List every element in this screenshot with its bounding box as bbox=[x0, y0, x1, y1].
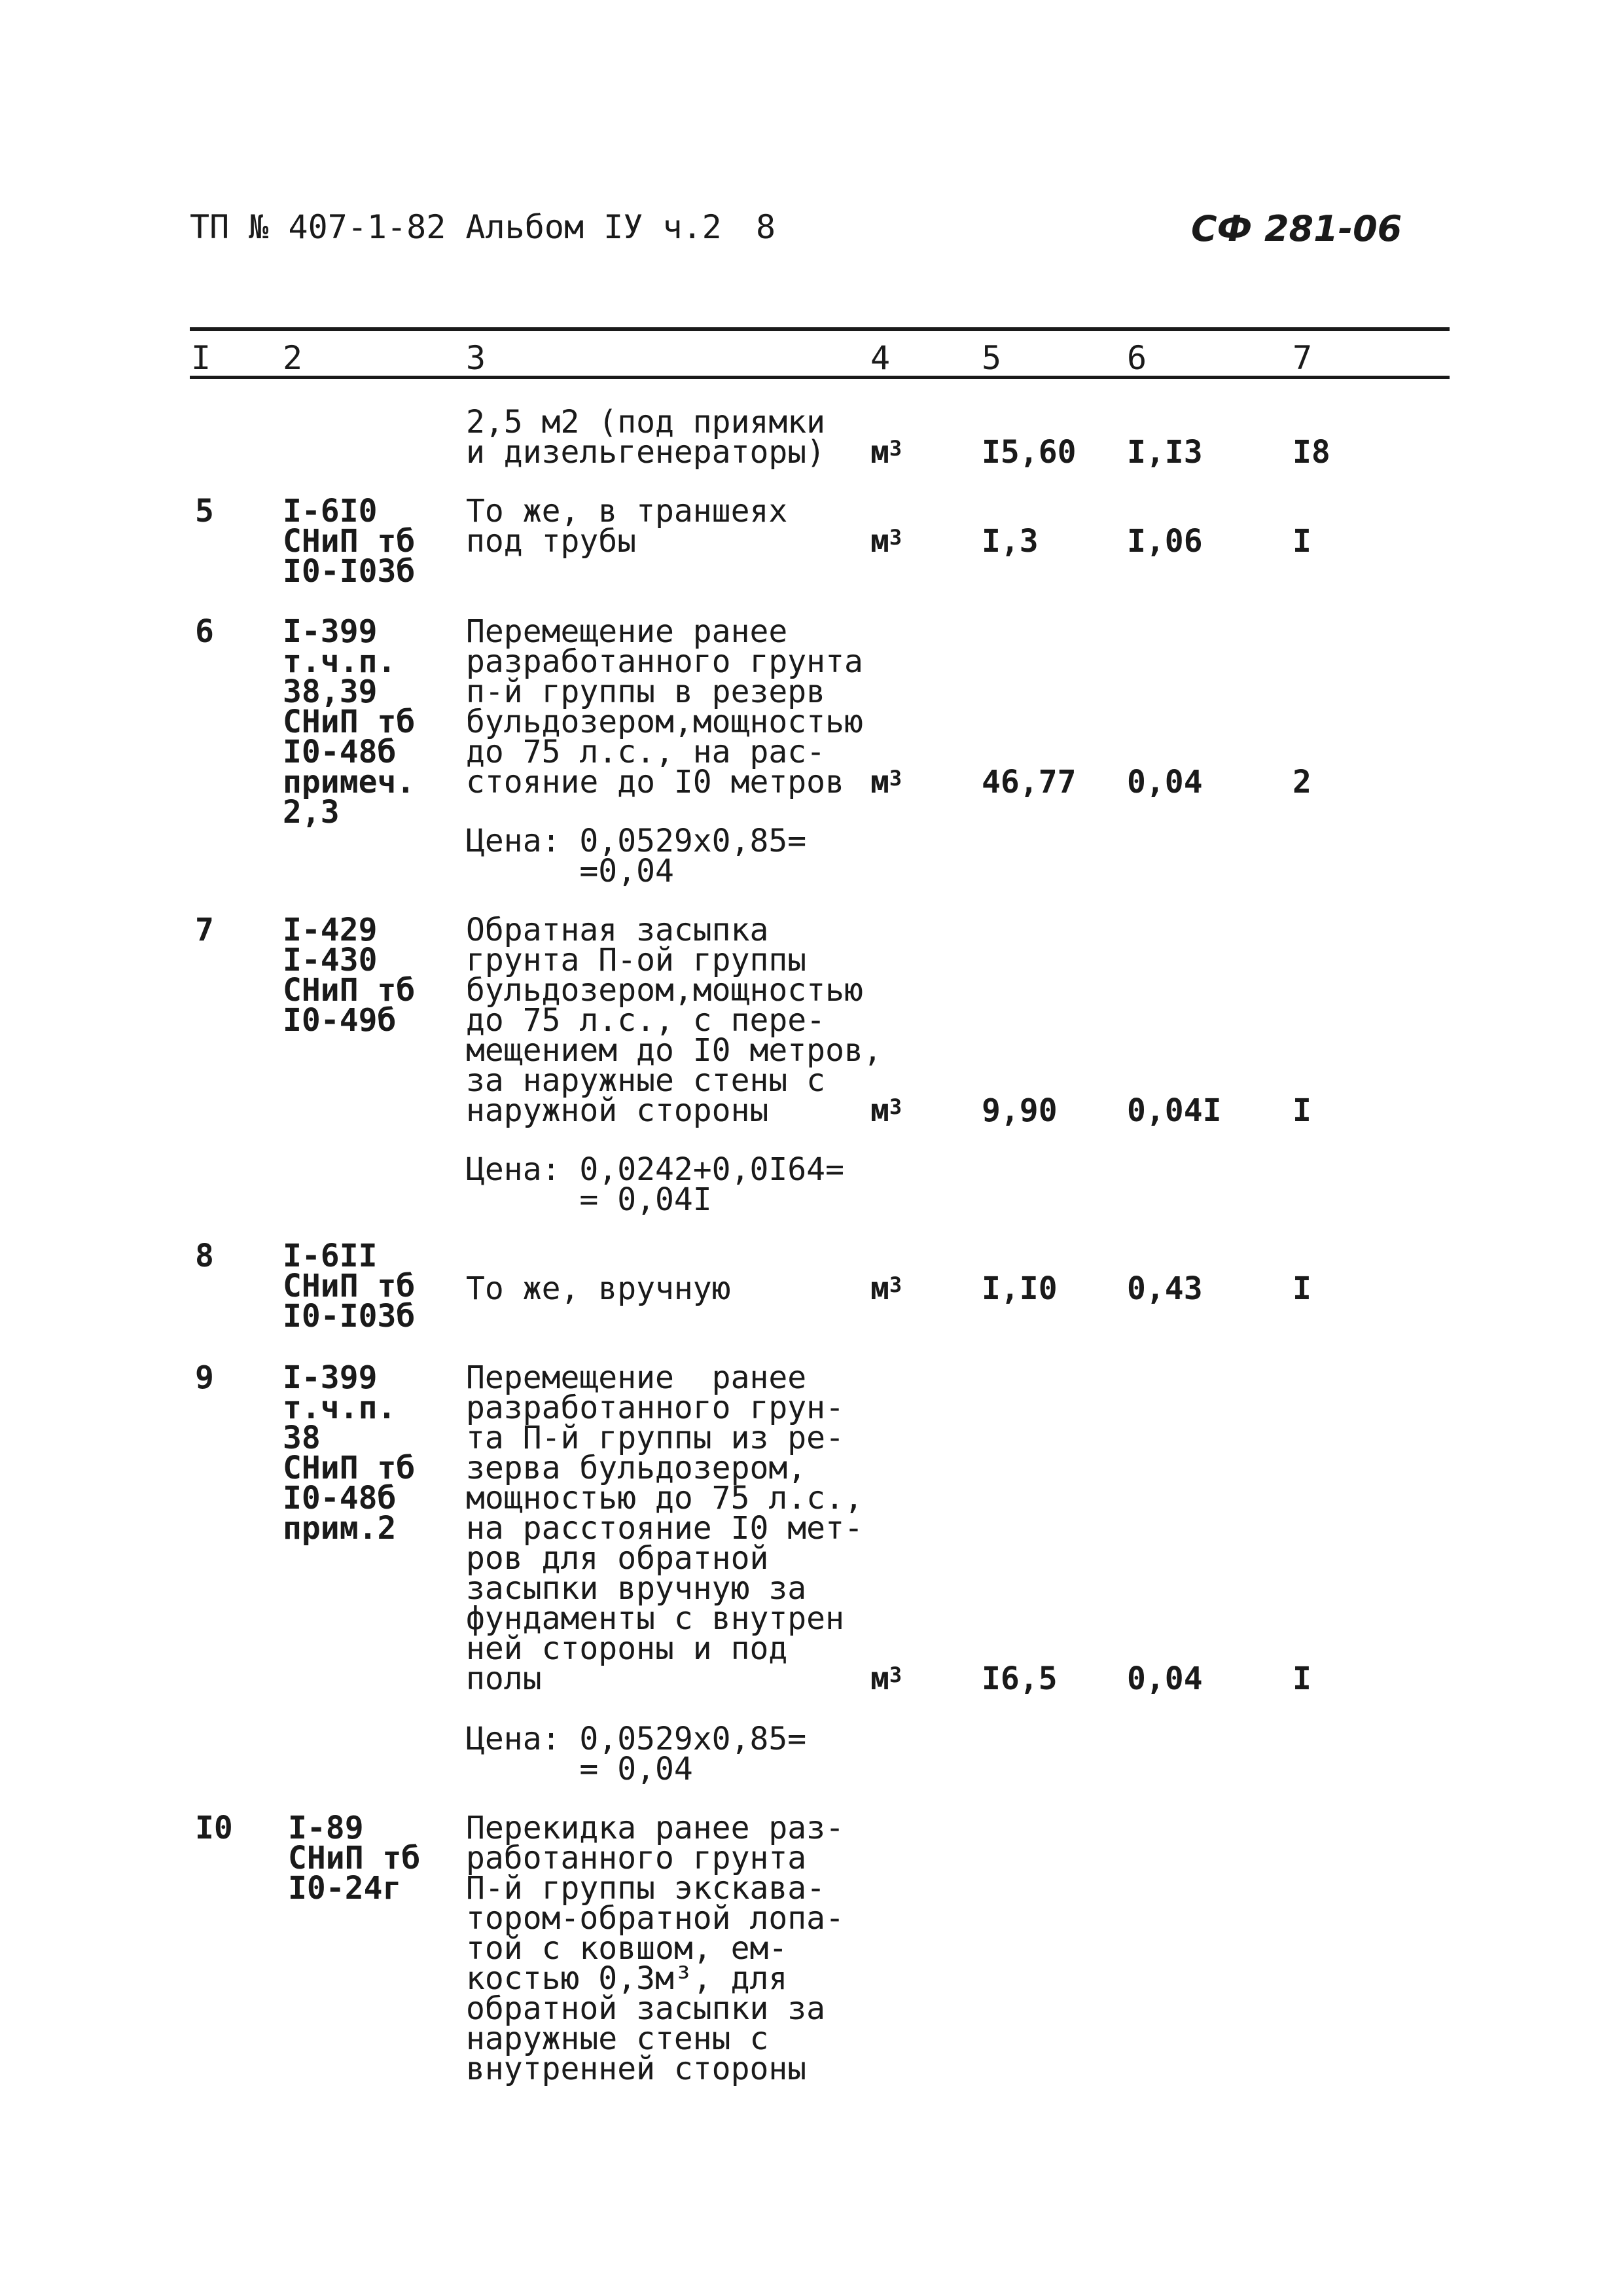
row-number: 8 bbox=[195, 1238, 214, 1274]
row-price-calculation: Цена: 0,0529х0,85= =0,04 bbox=[466, 823, 807, 889]
row-total: I8 bbox=[1293, 434, 1330, 471]
column-header-4: 4 bbox=[870, 339, 891, 377]
row-price-calculation: Цена: 0,0529х0,85= = 0,04 bbox=[466, 1721, 807, 1787]
column-header-6: 6 bbox=[1127, 339, 1147, 377]
row-unit: $м^3$ bbox=[870, 523, 902, 560]
row-reference: I-6II СНиП тб I0-I03б bbox=[283, 1238, 416, 1335]
row-norm: 0,04I bbox=[1127, 1092, 1222, 1129]
row-number: 5 bbox=[195, 493, 214, 529]
row-norm: 0,04 bbox=[1127, 1660, 1203, 1697]
column-header-2: 2 bbox=[283, 339, 303, 377]
row-description: То же, в траншеях под трубы bbox=[466, 493, 788, 560]
row-description: То же, вручную bbox=[466, 1270, 731, 1307]
column-header-3: 3 bbox=[466, 339, 486, 377]
table-header-rule bbox=[190, 376, 1450, 379]
row-reference: I-89 СНиП тб I0-24г bbox=[288, 1810, 421, 1907]
column-header-1: I bbox=[191, 339, 211, 377]
row-reference: I-429 I-430 СНиП тб I0-49б bbox=[283, 912, 416, 1039]
row-description: 2,5 м2 (под приямки и дизельгенераторы) bbox=[466, 404, 826, 471]
row-description: Перемещение ранее разработанного грун- та П-й группы из ре- зерва бульдозером, мощностью до 75 л.с., на расстояние I0 мет- ров для обратной засыпки вручную за фундаменты с внутрен ней стороны и под полы bbox=[466, 1359, 863, 1697]
column-header-7: 7 bbox=[1293, 339, 1313, 377]
document-designation: ТП № 407-1-82 Альбом IУ ч.2 bbox=[190, 208, 722, 246]
row-unit: $м^3$ bbox=[870, 1092, 902, 1129]
row-reference: I-6I0 СНиП тб I0-I03б bbox=[283, 493, 416, 590]
table-top-rule bbox=[190, 327, 1450, 331]
row-reference: I-399 т.ч.п. 38 СНиП тб I0-48б прим.2 bbox=[283, 1359, 416, 1547]
row-total: I bbox=[1293, 523, 1311, 560]
row-number: 9 bbox=[195, 1359, 214, 1396]
row-unit: $м^3$ bbox=[870, 764, 902, 800]
row-description: Обратная засыпка грунта П-ой группы бульдозером,мощностью до 75 л.с., с пере- мещением до I0 метров, за наружные стены с наружной стороны bbox=[466, 912, 882, 1129]
row-quantity: I,I0 bbox=[982, 1270, 1058, 1307]
row-total: 2 bbox=[1293, 764, 1311, 800]
row-number: I0 bbox=[195, 1810, 233, 1846]
row-unit: $м^3$ bbox=[870, 1660, 902, 1697]
row-number: 7 bbox=[195, 912, 214, 948]
row-norm: I,06 bbox=[1127, 523, 1203, 560]
row-description: Перекидка ранее раз- работанного грунта П-й группы экскава- тором-обратной лопа- той с ковшом, ем- костью 0,3м³, для обратной засыпки за наружные стены с внутренней стороны bbox=[466, 1810, 844, 2087]
page-number: 8 bbox=[756, 208, 776, 246]
row-norm: I,I3 bbox=[1127, 434, 1203, 471]
column-header-5: 5 bbox=[982, 339, 1002, 377]
row-quantity: I6,5 bbox=[982, 1660, 1058, 1697]
row-description: Перемещение ранее разработанного грунта п-й группы в резерв бульдозером,мощностью до 75 л.с., на рас- стояние до I0 метров bbox=[466, 613, 863, 800]
row-unit: $м^3$ bbox=[870, 434, 902, 471]
row-number: 6 bbox=[195, 613, 214, 650]
row-unit: $м^3$ bbox=[870, 1270, 902, 1307]
row-norm: 0,43 bbox=[1127, 1270, 1203, 1307]
row-quantity: I,3 bbox=[982, 523, 1039, 560]
row-quantity: I5,60 bbox=[982, 434, 1077, 471]
row-quantity: 9,90 bbox=[982, 1092, 1058, 1129]
row-total: I bbox=[1293, 1660, 1311, 1697]
row-price-calculation: Цена: 0,0242+0,0I64= = 0,04I bbox=[466, 1151, 844, 1218]
row-total: I bbox=[1293, 1092, 1311, 1129]
sheet-code: СФ 281-06 bbox=[1191, 208, 1402, 249]
row-quantity: 46,77 bbox=[982, 764, 1077, 800]
row-total: I bbox=[1293, 1270, 1311, 1307]
row-norm: 0,04 bbox=[1127, 764, 1203, 800]
row-reference: I-399 т.ч.п. 38,39 СНиП тб I0-48б примеч. 2,3 bbox=[283, 613, 416, 831]
